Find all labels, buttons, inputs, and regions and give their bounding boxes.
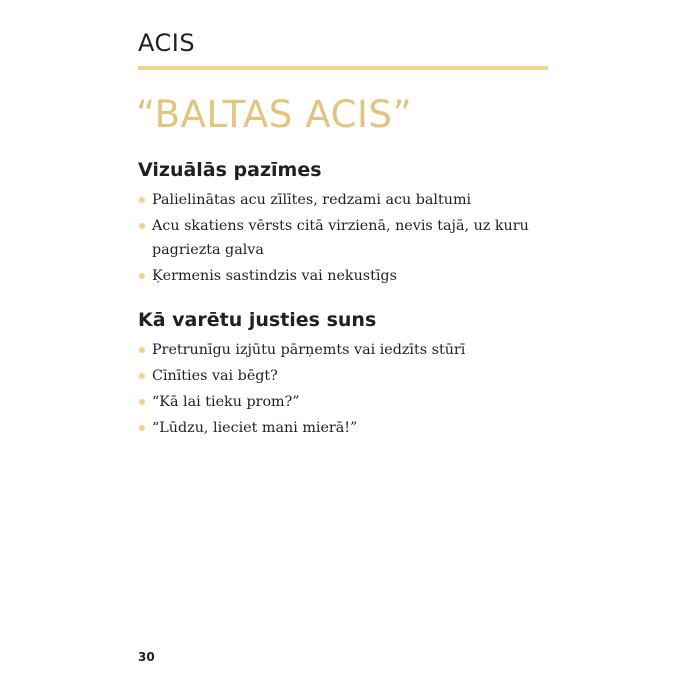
list-item-text: Palielinātas acu zīlītes, redzami acu baltumi [152, 192, 472, 208]
list-item [138, 390, 538, 414]
header-rule [138, 66, 548, 70]
visual-signs-list [138, 188, 538, 290]
page-number: 30 [138, 650, 155, 664]
subheading-dog-feelings: Kā varētu justies suns [138, 309, 377, 331]
list-item-text: “Lūdzu, lieciet mani mierā!” [152, 420, 358, 436]
list-item [138, 338, 538, 362]
list-item-text: Acu skatiens vērsts citā virzienā, nevis tajā, uz kuru pagriezta galva [152, 218, 529, 258]
subheading-visual-signs: Vizuālās pazīmes [138, 159, 322, 181]
list-item [138, 416, 538, 440]
page-title: “BALTAS ACIS” [136, 93, 413, 136]
dog-feelings-list [138, 338, 538, 442]
list-item-text: Pretrunīgu izjūtu pārņemts vai iedzīts stūrī [152, 342, 466, 358]
section-header: ACIS [138, 29, 196, 57]
list-item [138, 214, 538, 262]
list-item [138, 364, 538, 388]
bullet-dot-icon [139, 399, 145, 405]
bullet-dot-icon [139, 223, 145, 229]
list-item-text: Cīnīties vai bēgt? [152, 368, 278, 384]
list-item [138, 264, 538, 288]
list-item-text: Ķermenis sastindzis vai nekustīgs [152, 268, 397, 284]
bullet-dot-icon [139, 197, 145, 203]
bullet-dot-icon [139, 347, 145, 353]
bullet-dot-icon [139, 373, 145, 379]
list-item [138, 188, 538, 212]
list-item-text: “Kā lai tieku prom?” [152, 394, 300, 410]
bullet-dot-icon [139, 273, 145, 279]
bullet-dot-icon [139, 425, 145, 431]
